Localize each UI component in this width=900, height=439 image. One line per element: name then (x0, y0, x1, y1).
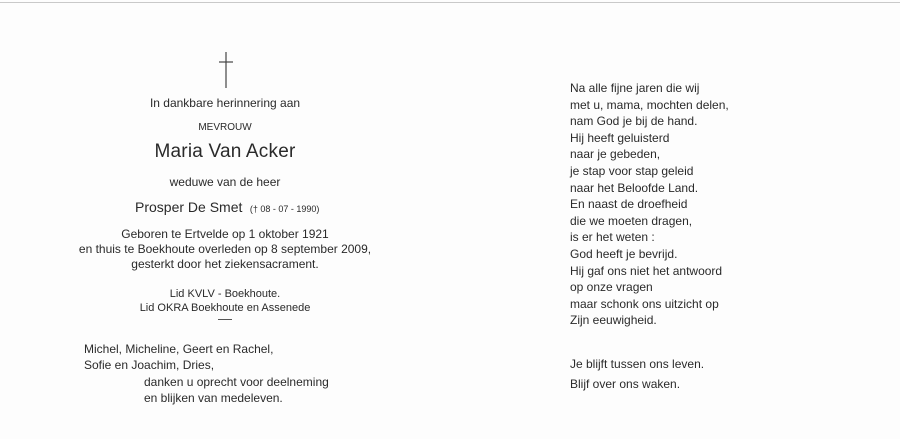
death-text: en thuis te Boekhoute overleden op 8 september 2009, (78, 242, 372, 256)
poem-line: naar het Beloofde Land. (570, 180, 699, 195)
deceased-name: Maria Van Acker (154, 141, 296, 162)
birth-text: Geboren te Ertvelde op 1 oktober 1921 (121, 227, 329, 241)
poem-line: die we moeten dragen, (570, 213, 693, 228)
poem-line: is er het weten : (570, 230, 655, 245)
title-text: MEVROUW (198, 122, 252, 133)
poem-line: maar schonk ons uitzicht op (570, 296, 719, 311)
spouse-line (135, 199, 319, 217)
poem-line: naar je gebeden, (570, 147, 661, 162)
poem-line: En naast de droefheid (570, 197, 688, 212)
top-border (0, 2, 900, 3)
poem-line: Na alle fijne jaren die wij (570, 81, 700, 95)
relation-text: weduwe van de heer (169, 175, 281, 189)
intro-text: In dankbare herinnering aan (149, 96, 301, 110)
poem-line: Zijn eeuwigheid. (570, 313, 657, 328)
poem (570, 80, 870, 329)
poem-line: Hij heeft geluisterd (570, 130, 670, 145)
thanks-line-1: danken u oprecht voor deelneming (144, 375, 329, 389)
poem-line: Hij gaf ons niet het antwoord (570, 263, 723, 278)
closing-line-1: Je blijft tussen ons leven. (570, 357, 705, 371)
poem-line: op onze vragen (570, 280, 653, 295)
poem-line: God heeft je bevrijd. (570, 246, 678, 261)
family-line-1: Michel, Micheline, Geert en Rachel, (84, 342, 274, 356)
closing-line-2: Blijf over ons waken. (570, 377, 681, 391)
thanks-line-2: en blijken van medeleven. (144, 391, 283, 405)
spouse-name: Prosper De Smet (135, 199, 243, 215)
cross-icon (216, 52, 236, 88)
family-line-2: Sofie en Joachim, Dries, (84, 358, 215, 372)
membership-2: Lid OKRA Boekhoute en Assenede (139, 302, 311, 314)
poem-line: nam God je bij de hand. (570, 114, 698, 129)
poem-line: met u, mama, mochten delen, (570, 97, 729, 112)
poem-line: je stap voor stap geleid (570, 163, 694, 178)
membership-1: Lid KVLV - Boekhoute. (169, 288, 281, 300)
spouse-dates: († 08 - 07 - 1990) (249, 204, 320, 214)
sacrament-text: gesterkt door het ziekensacrament. (131, 257, 319, 271)
divider (218, 319, 232, 320)
